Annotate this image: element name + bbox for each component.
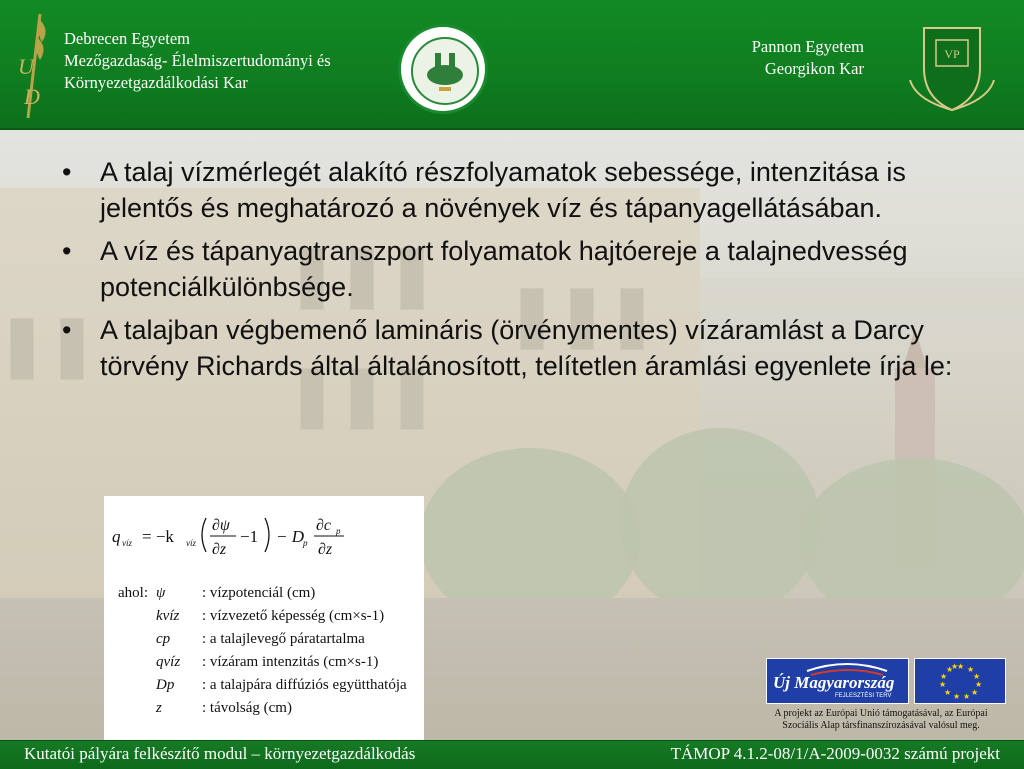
- legend-desc: : vízvezető képesség (cm×s-1): [202, 608, 385, 624]
- svg-text:★: ★: [975, 680, 983, 689]
- legend-symbol: kvíz: [156, 608, 180, 624]
- svg-text:∂ψ: ∂ψ: [212, 517, 230, 534]
- richards-equation-figure: [104, 496, 424, 740]
- symbol-legend: [118, 582, 407, 720]
- svg-text:★: ★: [973, 672, 981, 681]
- svg-text:p: p: [303, 538, 308, 548]
- eu-funding-caption: [756, 708, 1006, 732]
- svg-text:★: ★: [953, 692, 961, 701]
- legend-row: [118, 628, 407, 651]
- svg-text:víz: víz: [186, 538, 196, 548]
- svg-text:D: D: [24, 84, 40, 109]
- svg-text:★: ★: [951, 662, 959, 671]
- footer-bar: [0, 740, 1024, 769]
- svg-text:− D: − D: [276, 527, 304, 546]
- svg-text:★: ★: [957, 662, 965, 671]
- eu-funding-logos: [766, 658, 1006, 738]
- svg-text:víz: víz: [122, 538, 132, 548]
- legend-desc: : vízpotenciál (cm): [202, 585, 316, 601]
- legend-intro: ahol:: [118, 585, 148, 601]
- bullet-item: [62, 233, 992, 305]
- uj-magyarorszag-logo: [766, 658, 909, 704]
- legend-row: [118, 605, 407, 628]
- legend-desc: : a talajlevegő páratartalma: [202, 631, 365, 647]
- bullet-text: A talaj vízmérlegét alakító részfolyamatok sebessége, intenzitása is jelentős és meghatározó a növények víz és tápanyagellátásában.: [100, 157, 906, 223]
- pannon-line-2: Georgikon Kar: [764, 59, 864, 78]
- faculty-name-left: [64, 28, 331, 94]
- svg-text:★: ★: [944, 688, 952, 697]
- richards-equation: [110, 510, 420, 560]
- legend-row: [118, 697, 407, 720]
- header-banner: [0, 0, 1024, 130]
- faculty-line-1: Debrecen Egyetem: [64, 29, 190, 48]
- eu-caption-line-2: Szociális Alap társfinanszírozásával valósul meg.: [782, 720, 980, 731]
- uj-magyarorszag-sub: FEJLESZTÉSI TERV: [835, 693, 892, 699]
- legend-symbol: ψ: [156, 585, 166, 601]
- legend-desc: : távolság (cm): [202, 700, 292, 716]
- bullet-marker: •: [62, 157, 72, 187]
- bullet-marker: •: [62, 315, 72, 345]
- svg-text:U: U: [18, 54, 34, 79]
- faculty-line-3: Környezetgazdálkodási Kar: [64, 73, 248, 92]
- legend-symbol: Dp: [156, 677, 175, 693]
- bullet-text: A víz és tápanyagtranszport folyamatok hajtóereje a talajnedvesség potenciálkülönbsége.: [100, 236, 908, 302]
- pannon-shield-logo: [904, 20, 1000, 116]
- legend-desc: : a talajpára diffúziós együtthatója: [202, 677, 407, 693]
- footer-module-title: Kutatói pályára felkészítő modul – környezetgazdálkodás: [24, 744, 416, 763]
- pannon-line-1: Pannon Egyetem: [751, 37, 864, 56]
- legend-symbol: qvíz: [156, 654, 181, 670]
- svg-text:★: ★: [967, 665, 975, 674]
- svg-text:= −k: = −k: [142, 527, 174, 546]
- bullet-marker: •: [62, 236, 72, 266]
- eu-flag-icon: [914, 658, 1006, 704]
- legend-symbol: cp: [156, 631, 171, 647]
- legend-desc: : vízáram intenzitás (cm×s-1): [202, 654, 379, 670]
- bullet-list: [62, 154, 992, 391]
- svg-text:★: ★: [940, 672, 948, 681]
- svg-text:∂z: ∂z: [212, 541, 227, 558]
- svg-text:★: ★: [939, 680, 947, 689]
- university-of-debrecen-logo: [10, 12, 54, 120]
- svg-text:p: p: [336, 526, 341, 536]
- legend-symbol: z: [156, 700, 162, 716]
- faculty-name-right: [700, 36, 864, 80]
- bullet-item: [62, 154, 992, 226]
- svg-text:∂z: ∂z: [318, 541, 333, 558]
- bullet-text: A talajban végbemenő lamináris (örvénymentes) vízáramlást a Darcy törvény Richards által általánosított, telítetlen áramlási egyenlete írja le:: [100, 315, 953, 381]
- bullet-item: [62, 312, 992, 384]
- svg-text:★: ★: [946, 665, 954, 674]
- legend-row: [118, 651, 407, 674]
- legend-row: [118, 674, 407, 697]
- svg-text:★: ★: [971, 688, 979, 697]
- uj-magyarorszag-label: Új Magyarország: [773, 673, 895, 692]
- faculty-line-2: Mezőgazdaság- Élelmiszertudományi és: [64, 51, 331, 70]
- eu-caption-line-1: A projekt az Európai Unió támogatásával, az Európai: [774, 708, 988, 719]
- svg-text:−1: −1: [240, 527, 259, 546]
- svg-text:VP: VP: [944, 47, 960, 61]
- faculty-seal-logo: [398, 24, 488, 114]
- footer-project-id: TÁMOP 4.1.2-08/1/A-2009-0032 számú projekt: [670, 744, 1000, 763]
- legend-row: [118, 582, 407, 605]
- svg-text:∂c: ∂c: [316, 517, 332, 534]
- svg-text:q: q: [112, 527, 121, 546]
- svg-text:★: ★: [963, 692, 971, 701]
